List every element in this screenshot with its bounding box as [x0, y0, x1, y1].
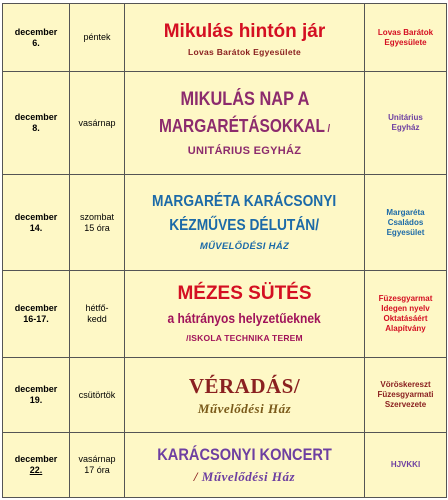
date-cell: [3, 4, 70, 72]
date-cell: [3, 271, 70, 358]
date-month: december: [14, 303, 58, 313]
event-subtitle: MŰVELŐDÉSI HÁZ: [199, 240, 290, 252]
event-title: VÉRADÁS/: [188, 374, 301, 398]
organizer-line: Oktatásáért: [383, 314, 428, 323]
event-title: MARGARÉTÁSOKKAL: [158, 115, 325, 136]
organizer-line: Egyesület: [386, 227, 425, 237]
date-cell: [3, 433, 70, 498]
table-row: [3, 175, 447, 271]
weekday: vasárnap: [78, 454, 116, 464]
event-title-separator: /: [315, 216, 320, 234]
date-day: 6.: [32, 37, 40, 48]
organizer-line: HJVKKI: [390, 460, 421, 469]
organizer-line: Egyesülete: [384, 37, 427, 47]
event-subtitle: /ISKOLA TECHNIKA TEREM: [186, 333, 303, 343]
organizer-line: Családos: [387, 217, 424, 227]
event-cell: [125, 4, 365, 72]
organizer-line: Alapítvány: [385, 324, 426, 333]
organizer-line: Füzesgyarmati: [377, 390, 434, 399]
event-title: KARÁCSONYI KONCERT: [157, 445, 332, 464]
table-row: [3, 72, 447, 175]
event-subtitle-separator: /: [193, 469, 202, 484]
weekday-cell: [70, 433, 125, 498]
event-title: KÉZMŰVES DÉLUTÁN: [169, 216, 316, 234]
event-time: 17 óra: [84, 465, 110, 475]
organizer-line: Margaréta: [386, 207, 425, 217]
table-row: [3, 358, 447, 433]
organizer-cell: [365, 4, 447, 72]
organizer-cell: [365, 433, 447, 498]
event-title: MÉZES SÜTÉS: [177, 283, 312, 304]
event-subtitle: Művelődési Ház: [197, 401, 292, 416]
organizer-line: Lovas Barátok: [377, 27, 434, 37]
table-row: [3, 271, 447, 358]
organizer-line: Füzesgyarmat: [378, 294, 433, 303]
event-cell: [125, 271, 365, 358]
weekday: hétfő-: [85, 303, 109, 313]
weekday: vasárnap: [78, 117, 116, 128]
weekday-cell: [70, 72, 125, 175]
event-title-line2: a hátrányos helyzetűeknek: [167, 310, 322, 326]
date-cell: [3, 358, 70, 433]
weekday: szombat: [79, 211, 114, 222]
date-day: 8.: [32, 123, 40, 133]
organizer-line: Szervezete: [384, 400, 427, 409]
event-subtitle: UNITÁRIUS EGYHÁZ: [187, 144, 302, 157]
weekday: péntek: [83, 32, 111, 42]
date-month: december: [14, 211, 58, 222]
weekday: kedd: [87, 314, 107, 324]
date-cell: [3, 72, 70, 175]
event-title: Mikulás hintón jár: [163, 21, 326, 42]
weekday-cell: [70, 4, 125, 72]
date-day: 14.: [29, 222, 43, 233]
organizer-cell: [365, 175, 447, 271]
date-day: 19.: [29, 395, 43, 405]
date-day: 16-17.: [23, 314, 49, 324]
organizer-line: Idegen nyelv: [381, 304, 430, 313]
event-subtitle: Lovas Barátok Egyesülete: [187, 47, 302, 57]
date-month: december: [14, 454, 58, 464]
organizer-line: Unitárius: [388, 113, 423, 122]
event-subtitle: Művelődési Ház: [201, 469, 296, 484]
organizer-cell: [365, 72, 447, 175]
event-title-separator: /: [324, 122, 331, 135]
event-title: MARGARÉTA KARÁCSONYI: [152, 192, 337, 210]
organizer-cell: [365, 271, 447, 358]
event-schedule-table: [2, 3, 447, 498]
event-title: MIKULÁS NAP A: [180, 88, 309, 110]
weekday-cell: [70, 358, 125, 433]
table-row: [3, 4, 447, 72]
date-month: december: [14, 384, 58, 394]
weekday: csütörtök: [78, 389, 116, 400]
date-month: december: [14, 26, 58, 37]
organizer-line: Egyház: [391, 123, 420, 132]
table-row: [3, 433, 447, 498]
organizer-line: Vöröskereszt: [380, 380, 431, 389]
event-cell: [125, 358, 365, 433]
event-time: 15 óra: [84, 222, 110, 233]
weekday-cell: [70, 271, 125, 358]
weekday-cell: [70, 175, 125, 271]
event-cell: [125, 433, 365, 498]
date-month: december: [14, 112, 58, 122]
event-cell: [125, 72, 365, 175]
date-day: 22.: [29, 465, 43, 475]
date-cell: [3, 175, 70, 271]
event-cell: [125, 175, 365, 271]
organizer-cell: [365, 358, 447, 433]
